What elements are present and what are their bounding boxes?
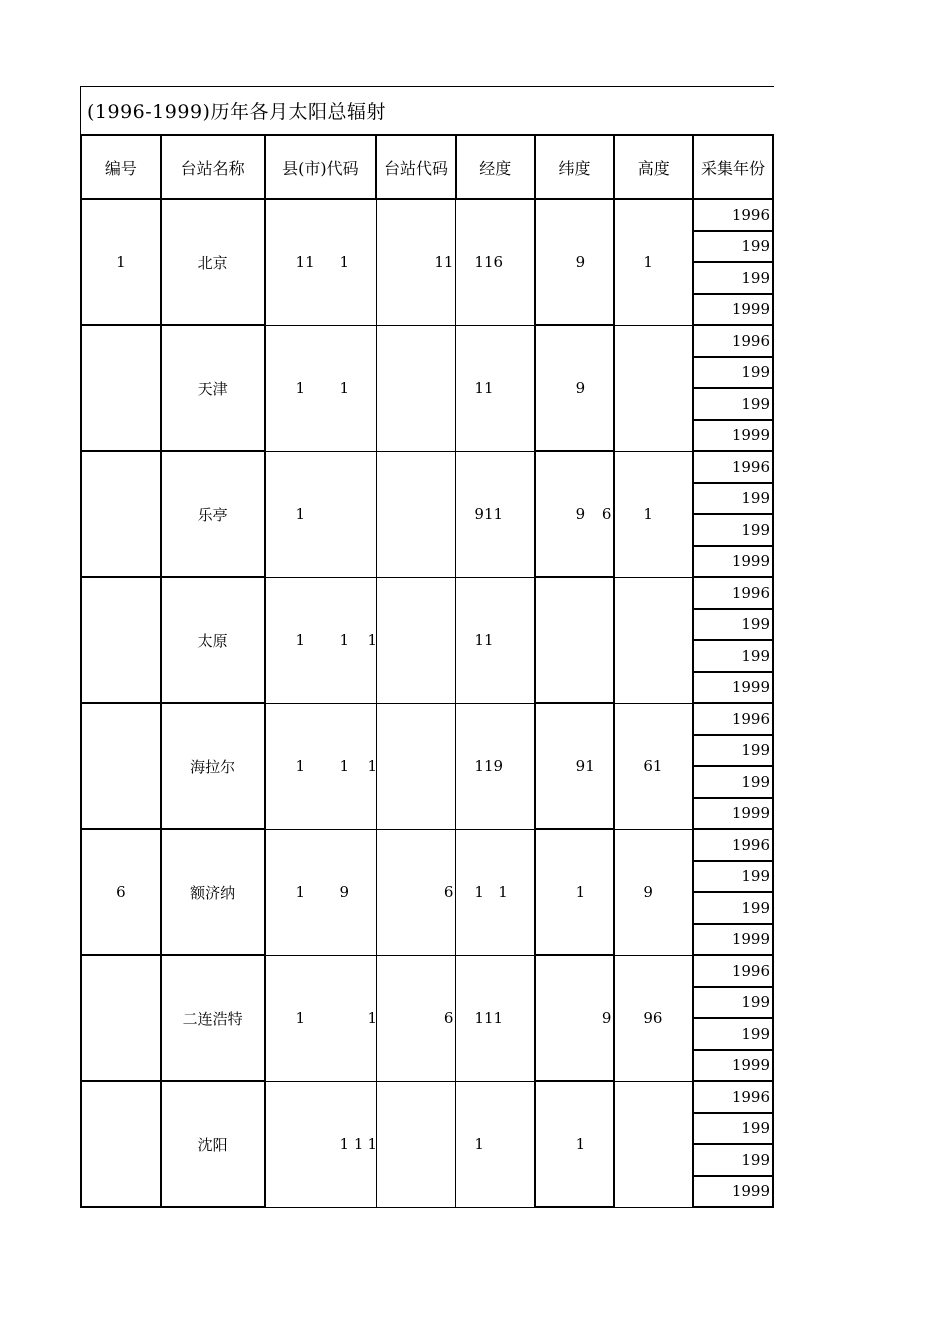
cell-latitude[interactable] — [535, 1081, 615, 1207]
cell-station-code[interactable] — [376, 703, 456, 829]
county-code-c: 1 — [367, 1135, 378, 1153]
header-longitude: 经度 — [456, 135, 535, 199]
cell-year[interactable]: 199 — [693, 1018, 773, 1050]
cell-latitude[interactable] — [535, 829, 615, 955]
cell-county-code[interactable] — [265, 1081, 377, 1207]
cell-station-name[interactable] — [161, 1081, 265, 1207]
cell-longitude[interactable] — [456, 577, 535, 703]
data-table — [80, 134, 774, 1208]
county-code-a: 1 — [295, 631, 306, 649]
cell-station-code[interactable] — [376, 829, 456, 955]
cell-year[interactable]: 1996 — [693, 703, 773, 735]
longitude-text: 119 — [474, 757, 504, 775]
cell-year[interactable]: 1999 — [693, 546, 773, 578]
station-name-text: 额济纳 — [190, 883, 236, 902]
cell-year[interactable]: 1996 — [693, 577, 773, 609]
county-code-a: 1 — [295, 757, 306, 775]
cell-year[interactable]: 1999 — [693, 1050, 773, 1082]
longitude-text: 1 1 — [474, 883, 508, 901]
station-name-text: 乐亭 — [197, 505, 228, 524]
header-altitude: 高度 — [614, 135, 693, 199]
cell-year[interactable]: 1996 — [693, 955, 773, 987]
cell-year[interactable]: 1999 — [693, 924, 773, 956]
latitude-text: 9 — [575, 505, 586, 523]
station-name-text: 北京 — [197, 253, 228, 272]
cell-latitude[interactable] — [535, 577, 615, 703]
id-text: 1 — [116, 253, 126, 271]
cell-altitude[interactable] — [614, 199, 693, 325]
longitude-text: 911 — [474, 505, 504, 523]
latitude-text: 1 — [575, 883, 586, 901]
table-row — [81, 199, 773, 231]
county-code-a: 1 — [295, 1009, 306, 1027]
cell-station-code[interactable] — [376, 451, 456, 577]
cell-county-code[interactable] — [265, 829, 377, 955]
cell-year[interactable]: 1999 — [693, 672, 773, 704]
latitude-text: 9 — [575, 253, 586, 271]
county-code-c: 1 — [367, 1009, 378, 1027]
cell-station-code[interactable] — [376, 955, 456, 1081]
cell-station-name[interactable] — [161, 451, 265, 577]
cell-altitude[interactable] — [614, 1081, 693, 1207]
cell-year[interactable]: 1996 — [693, 451, 773, 483]
cell-station-name[interactable] — [161, 577, 265, 703]
cell-longitude[interactable] — [456, 703, 535, 829]
cell-id[interactable] — [81, 577, 161, 703]
cell-altitude[interactable] — [614, 829, 693, 955]
cell-longitude[interactable] — [456, 1081, 535, 1207]
table-row — [81, 325, 773, 357]
cell-year[interactable]: 1999 — [693, 294, 773, 326]
cell-latitude[interactable] — [535, 703, 615, 829]
cell-year[interactable]: 1999 — [693, 420, 773, 452]
table-row — [81, 829, 773, 861]
longitude-text: 116 — [474, 253, 504, 272]
cell-year[interactable]: 199 — [693, 609, 773, 641]
cell-latitude[interactable] — [535, 325, 615, 451]
cell-altitude[interactable] — [614, 955, 693, 1081]
latitude-text: 91 — [575, 757, 595, 775]
id-text: 6 — [116, 883, 126, 901]
cell-id[interactable] — [81, 325, 161, 451]
altitude-text: 1 — [643, 505, 653, 523]
cell-longitude[interactable] — [456, 325, 535, 451]
station-code-text: 6 — [443, 883, 454, 901]
cell-county-code[interactable] — [265, 451, 377, 577]
cell-altitude[interactable] — [614, 577, 693, 703]
cell-year[interactable]: 199 — [693, 483, 773, 515]
cell-year[interactable]: 1996 — [693, 199, 773, 231]
station-code-text: 6 — [443, 1009, 454, 1027]
county-code-b: 9 — [339, 883, 350, 901]
county-code-c: 1 — [367, 757, 378, 775]
cell-id[interactable] — [81, 1081, 161, 1207]
altitude-text: 96 — [643, 1009, 663, 1027]
cell-id[interactable] — [81, 955, 161, 1081]
station-name-text: 天津 — [197, 379, 228, 398]
sheet-title: (1996-1999)历年各月太阳总辐射 — [87, 101, 386, 123]
station-name-text: 海拉尔 — [190, 757, 236, 776]
longitude-text: 1 — [474, 1135, 484, 1153]
cell-longitude[interactable] — [456, 451, 535, 577]
table-row — [81, 955, 773, 987]
county-code-c: 1 — [367, 631, 378, 649]
table-row — [81, 703, 773, 735]
altitude-text: 61 — [643, 757, 663, 775]
cell-year[interactable]: 1996 — [693, 829, 773, 861]
cell-year[interactable]: 199 — [693, 388, 773, 420]
cell-year[interactable]: 1999 — [693, 798, 773, 830]
cell-id[interactable] — [81, 199, 161, 325]
latitude-text: 1 — [575, 1135, 586, 1153]
longitude-text: 11 — [474, 379, 494, 397]
cell-station-code[interactable] — [376, 325, 456, 451]
cell-year[interactable]: 199 — [693, 357, 773, 389]
header-id: 编号 — [81, 135, 161, 199]
cell-year[interactable]: 199 — [693, 1144, 773, 1176]
latitude-text-b: 6 — [601, 505, 612, 523]
header-station-name: 台站名称 — [161, 135, 265, 199]
header-row — [81, 135, 773, 199]
longitude-text: 11 — [474, 631, 494, 649]
cell-station-name[interactable] — [161, 955, 265, 1081]
county-code-a: 1 — [295, 379, 306, 397]
altitude-text: 9 — [643, 883, 653, 901]
cell-station-name[interactable] — [161, 325, 265, 451]
cell-year[interactable]: 199 — [693, 514, 773, 546]
county-code-b: 1 — [339, 757, 350, 775]
table-row — [81, 451, 773, 483]
header-latitude: 纬度 — [535, 135, 615, 199]
cell-id[interactable] — [81, 451, 161, 577]
cell-station-code[interactable] — [376, 199, 456, 325]
station-code-text: 11 — [434, 253, 454, 272]
cell-year[interactable]: 199 — [693, 892, 773, 924]
header-county-code: 县(市)代码 — [265, 135, 377, 199]
cell-county-code[interactable] — [265, 955, 377, 1081]
county-code-a: 11 — [295, 253, 315, 272]
cell-station-name[interactable] — [161, 199, 265, 325]
station-name-text: 太原 — [197, 631, 228, 650]
cell-county-code[interactable] — [265, 703, 377, 829]
cell-altitude[interactable] — [614, 325, 693, 451]
cell-year[interactable]: 199 — [693, 987, 773, 1019]
cell-station-code[interactable] — [376, 577, 456, 703]
cell-year[interactable]: 199 — [693, 735, 773, 767]
county-code-b: 1 — [339, 379, 350, 397]
cell-station-name[interactable] — [161, 829, 265, 955]
cell-station-name[interactable] — [161, 703, 265, 829]
cell-longitude[interactable] — [456, 199, 535, 325]
county-code-a: 1 — [295, 883, 306, 901]
county-code-a: 1 — [295, 505, 306, 523]
table-row — [81, 577, 773, 609]
latitude-text-b: 9 — [601, 1009, 612, 1027]
cell-year[interactable]: 199 — [693, 262, 773, 294]
cell-county-code[interactable] — [265, 199, 377, 325]
cell-id[interactable] — [81, 829, 161, 955]
county-code-b: 1 — [339, 253, 350, 272]
header-year: 采集年份 — [693, 135, 773, 199]
cell-altitude[interactable] — [614, 451, 693, 577]
cell-year[interactable]: 1999 — [693, 1176, 773, 1208]
cell-longitude[interactable] — [456, 829, 535, 955]
altitude-text: 1 — [643, 253, 653, 272]
cell-altitude[interactable] — [614, 703, 693, 829]
cell-year[interactable]: 199 — [693, 766, 773, 798]
cell-year[interactable]: 199 — [693, 1113, 773, 1145]
cell-longitude[interactable] — [456, 955, 535, 1081]
longitude-text: 111 — [474, 1009, 504, 1027]
station-name-text: 沈阳 — [197, 1135, 228, 1154]
cell-year[interactable]: 199 — [693, 640, 773, 672]
cell-year[interactable]: 199 — [693, 231, 773, 263]
cell-county-code[interactable] — [265, 325, 377, 451]
cell-year[interactable]: 1996 — [693, 325, 773, 357]
county-code-b: 1 1 — [339, 1135, 364, 1153]
table-row — [81, 1081, 773, 1113]
cell-year[interactable]: 199 — [693, 861, 773, 893]
cell-county-code[interactable] — [265, 577, 377, 703]
cell-latitude[interactable] — [535, 955, 615, 1081]
station-name-text: 二连浩特 — [182, 1009, 243, 1028]
latitude-text: 9 — [575, 379, 586, 397]
cell-station-code[interactable] — [376, 1081, 456, 1207]
cell-latitude[interactable] — [535, 451, 615, 577]
header-station-code: 台站代码 — [376, 135, 456, 199]
county-code-b: 1 — [339, 631, 350, 649]
cell-year[interactable]: 1996 — [693, 1081, 773, 1113]
cell-latitude[interactable] — [535, 199, 615, 325]
cell-id[interactable] — [81, 703, 161, 829]
title-row — [80, 86, 774, 134]
